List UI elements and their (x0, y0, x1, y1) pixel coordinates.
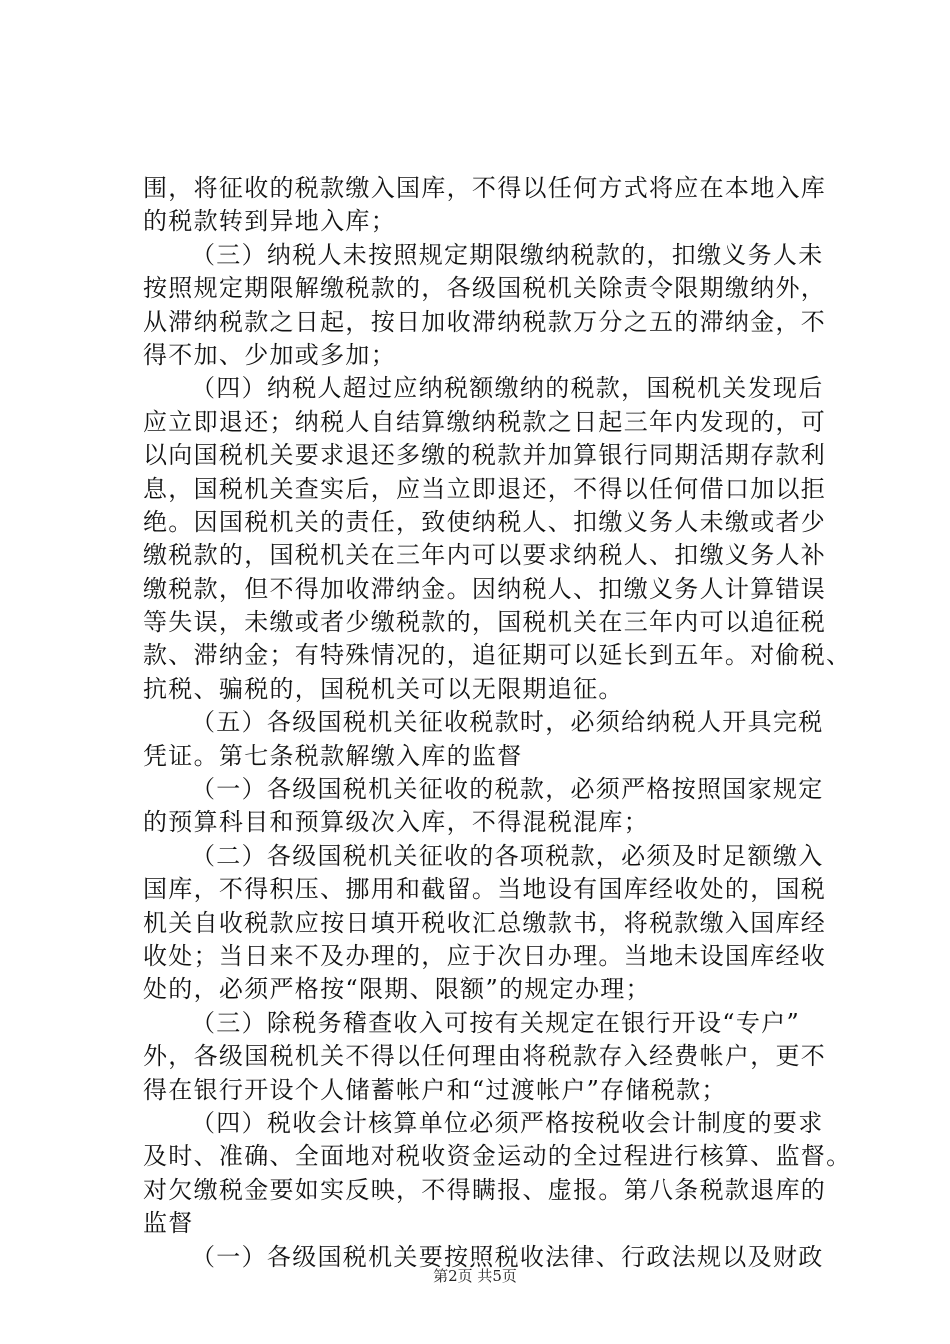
text-line: 得不加、少加或多加； (143, 340, 396, 369)
text-line: 的税款转到异地入库； (143, 207, 396, 236)
text-line: 从滞纳税款之日起，按日加收滞纳税款万分之五的滞纳金，不 (143, 307, 827, 336)
document-body (143, 172, 852, 1274)
text-line: 等失误，未缴或者少缴税款的，国税机关在三年内可以追征税 (143, 608, 827, 637)
text-line: 外，各级国税机关不得以任何理由将税款存入经费帐户，更不 (143, 1042, 827, 1071)
text-line: 应立即退还；纳税人自结算缴纳税款之日起三年内发现的，可 (143, 407, 827, 436)
text-line: 收处；当日来不及办理的，应于次日办理。当地未设国库经收 (143, 941, 827, 970)
text-line: 凭证。第七条税款解缴入库的监督 (143, 741, 523, 770)
text-line: 以向国税机关要求退还多缴的税款并加算银行同期活期存款利 (143, 441, 827, 470)
text-line: （一）各级国税机关要按照税收法律、行政法规以及财政 (191, 1242, 824, 1271)
text-line: （四）税收会计核算单位必须严格按税收会计制度的要求 (191, 1108, 824, 1137)
text-line: 缴税款，但不得加收滞纳金。因纳税人、扣缴义务人计算错误 (143, 574, 827, 603)
text-line: 围，将征收的税款缴入国库，不得以任何方式将应在本地入库 (143, 174, 827, 202)
text-line: 对欠缴税金要如实反映，不得瞒报、虚报。第八条税款退库的 (143, 1175, 827, 1204)
text-line: 绝。因国税机关的责任，致使纳税人、扣缴义务人未缴或者少 (143, 507, 827, 536)
text-line: 机关自收税款应按日填开税收汇总缴款书，将税款缴入国库经 (143, 908, 827, 937)
text-line: 监督 (143, 1209, 194, 1238)
text-line: 缴税款的，国税机关在三年内可以要求纳税人、扣缴义务人补 (143, 541, 827, 570)
text-line: 抗税、骗税的，国税机关可以无限期追征。 (143, 674, 624, 703)
text-line: 国库，不得积压、挪用和截留。当地设有国库经收处的，国税 (143, 875, 827, 904)
text-line: （二）各级国税机关征收的各项税款，必须及时足额缴入 (191, 841, 824, 870)
text-line: （三）纳税人未按照规定期限缴纳税款的，扣缴义务人未 (191, 240, 824, 269)
text-line: 处的，必须严格按“限期、限额”的规定办理； (143, 975, 651, 1004)
text-line: （五）各级国税机关征收税款时，必须给纳税人开具完税 (191, 708, 824, 737)
text-line: （一）各级国税机关征收的税款，必须严格按照国家规定 (191, 775, 824, 804)
text-line: （四）纳税人超过应纳税额缴纳的税款，国税机关发现后 (191, 374, 824, 403)
text-line: 款、滞纳金；有特殊情况的，追征期可以延长到五年。对偷税、 (143, 641, 852, 670)
text-line: （三）除税务稽查收入可按有关规定在银行开设“专户” (191, 1008, 801, 1037)
text-line: 及时、准确、全面地对税收资金运动的全过程进行核算、监督。 (143, 1142, 852, 1171)
text-line: 得在银行开设个人储蓄帐户和“过渡帐户”存储税款； (143, 1075, 727, 1104)
page-footer: 第2页 共5页 (433, 1267, 517, 1285)
text-line: 的预算科目和预算级次入库，不得混税混库； (143, 808, 649, 837)
text-line: 按照规定期限解缴税款的，各级国税机关除责令限期缴纳外， (143, 274, 827, 303)
text-line: 息，国税机关查实后，应当立即退还，不得以任何借口加以拒 (143, 474, 827, 503)
